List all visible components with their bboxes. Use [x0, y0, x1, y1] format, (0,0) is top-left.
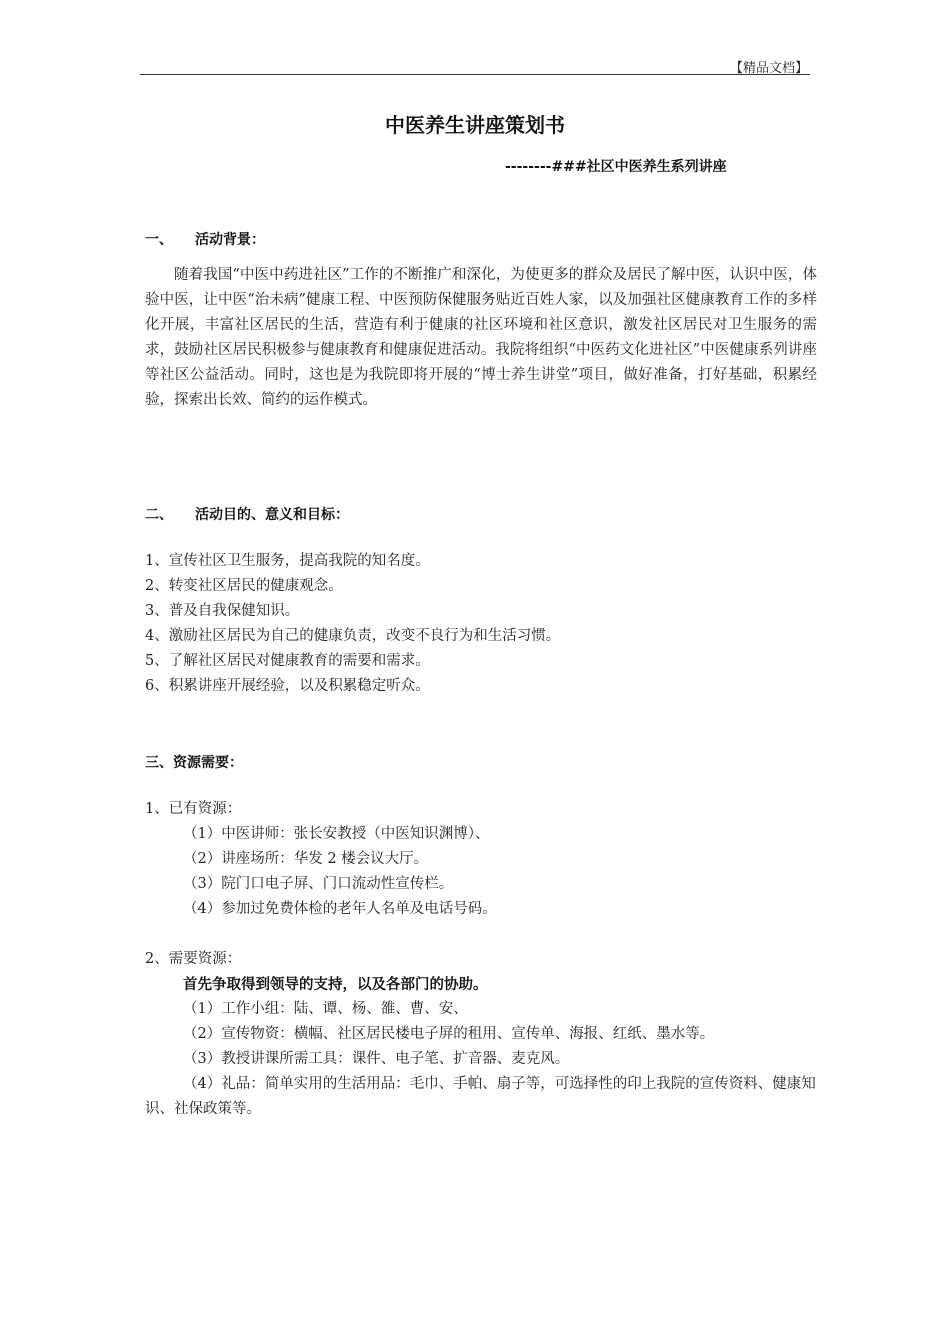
document-title: 中医养生讲座策划书 [385, 113, 565, 137]
list-item: （1）工作小组：陆、谭、杨、雒、曹、安、 [183, 1001, 468, 1017]
document-subtitle: --------###社区中医养生系列讲座 [505, 159, 727, 175]
list-item: 2、转变社区居民的健康观念。 [145, 578, 343, 594]
list-item: （3）院门口电子屏、门口流动性宣传栏。 [183, 876, 454, 892]
section-1-number: 一、 [145, 232, 173, 248]
header-rule [140, 74, 810, 75]
section-1-heading [145, 229, 265, 249]
section-3-heading: 三、资源需要： [145, 755, 243, 771]
section-1-paragraph: 随着我国“中医中药进社区”工作的不断推广和深化，为使更多的群众及居民了解中医，认识中医，体验中医，让中医“治未病”健康工程、中医预防保健服务贴近百姓人家，以及加强社区健康教育工作的多样化开展，丰富社区居民的生活，营造有利于健康的社区环境和社区意识，激发社区居民对卫生服务的需求，鼓励社区居民积极参与健康教育和健康促进活动。我院将组织“中医药文化进社区”中医健康系列讲座等社区公益活动。同时，这也是为我院即将开展的“博士养生讲堂”项目，做好准备，打好基础，积累经验，探索出长效、简约的运作模式。 [145, 267, 817, 408]
list-item: （2）讲座场所：华发 2 楼会议大厅。 [183, 851, 429, 867]
list-item: （1）中医讲师：张长安教授（中医知识渊博）、 [183, 826, 490, 842]
existing-resources-label: 1、已有资源： [145, 801, 242, 817]
header-tag: 【精品文档】 [729, 61, 808, 76]
list-item: 1、宣传社区卫生服务，提高我院的知名度。 [145, 553, 430, 569]
list-item: （3）教授讲课所需工具：课件、电子笔、扩音器、麦克风。 [183, 1051, 570, 1067]
list-item: （4）参加过免费体检的老年人名单及电话号码。 [183, 901, 497, 917]
list-item: 4、激励社区居民为自己的健康负责，改变不良行为和生活习惯。 [145, 628, 561, 644]
needed-resources-label: 2、需要资源： [145, 951, 242, 967]
section-1-title: 活动背景： [195, 232, 265, 248]
list-item: 3、普及自我保健知识。 [145, 603, 300, 619]
needed-resources-emphasis: 首先争取得到领导的支持，以及各部门的协助。 [183, 976, 488, 993]
list-item: 5、了解社区居民对健康教育的需要和需求。 [145, 653, 430, 669]
section-2-title: 活动目的、意义和目标： [195, 507, 349, 523]
list-item: （4）礼品：简单实用的生活用品：毛巾、手帕、扇子等，可选择性的印上我院的宣传资料、健康知识、社保政策等。 [145, 1076, 816, 1117]
section-2-number: 二、 [145, 507, 173, 523]
list-item: （2）宣传物资：横幅、社区居民楼电子屏的租用、宣传单、海报、红纸、墨水等。 [183, 1026, 715, 1042]
list-item: 6、积累讲座开展经验，以及积累稳定听众。 [145, 678, 430, 694]
section-2-list [145, 549, 560, 699]
section-2-heading [145, 504, 349, 524]
